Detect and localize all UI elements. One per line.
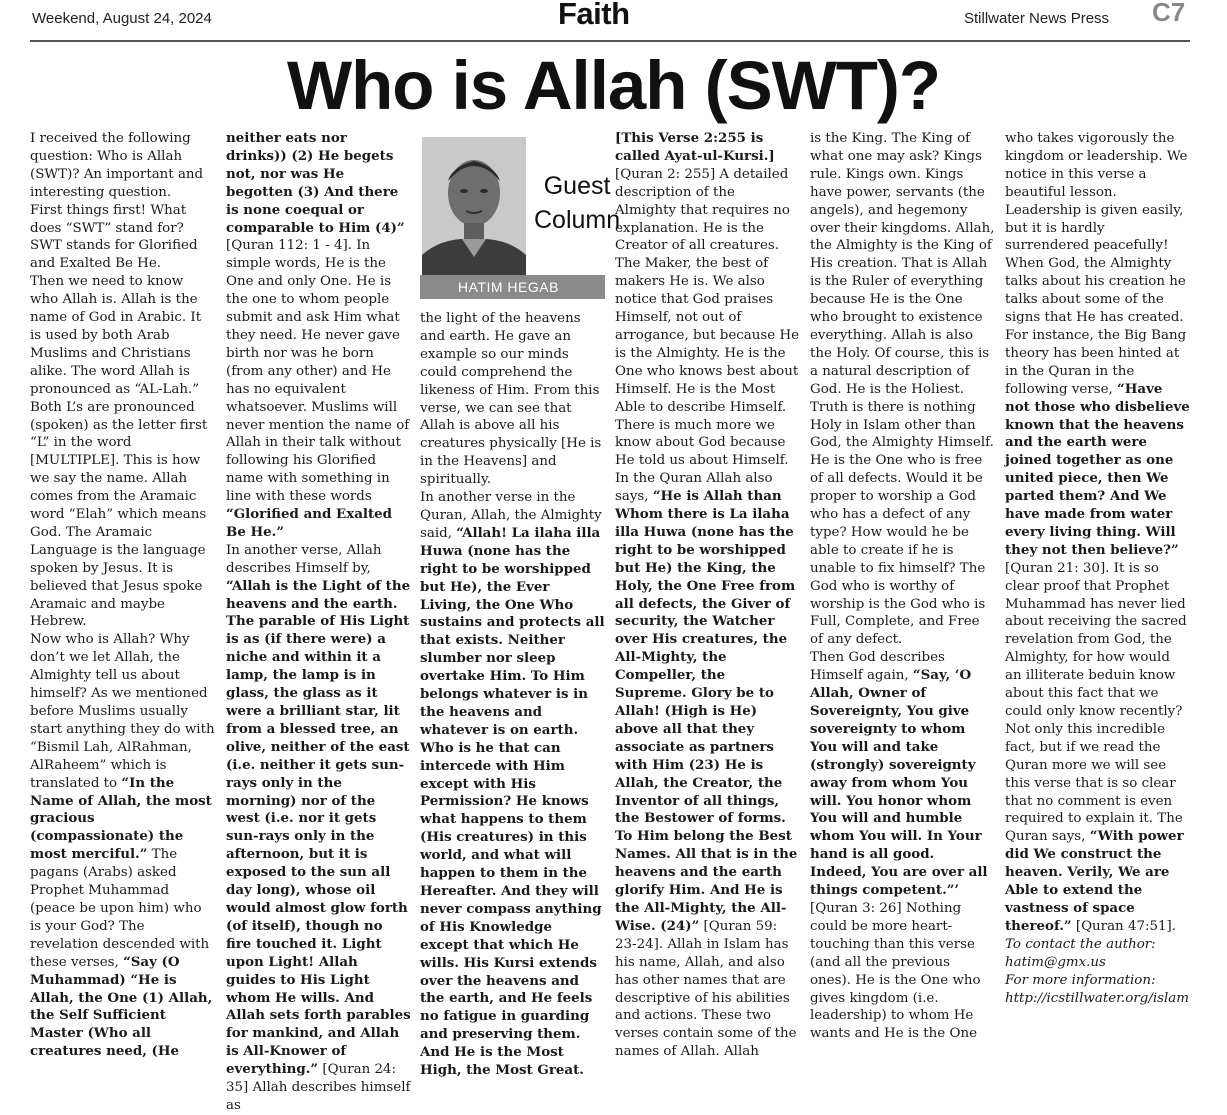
text-run: who takes vigorously the kingdom or leadership. We notice in this verse a beautiful lesson. Leadership is given easily, but it is hardly surrendered peacefully! When God, the Almighty talks about his creation he talks about some of the signs that He has created. For instance, the Big Bang theory has been hinted at in the Quran in the following verse, <box>1005 131 1188 397</box>
text-run: “Allah is the Light of the heavens and the earth. The parable of His Light is as (if there were) a niche and within it a lamp, the lamp is in glass, the glass as it were a brilliant star, lit from a blessed tree, an olive, neither of the east (i.e. neither it gets sun-rays only in the morning) nor of the west (i.e. nor it gets sun-rays only in the afternoon, but it is exposed to the sun all day long), whose oil would almost glow forth (of itself), though no fire touched it. Light upon Light! Allah guides to His Light whom He wills. And Allah sets forth parables for mankind, and Allah is All-Knower of everything.” <box>226 577 411 1078</box>
text-run: neither eats nor drinks)) (2) He begets not, nor was He begotten (3) And there is none coequal or comparable to Him (4)” <box>226 130 405 236</box>
text-run: [Quran 47:51]. <box>1075 918 1177 934</box>
text-run: “Say, ‘O Allah, Owner of Sovereignty, You give sovereignty to whom You will and take (strongly) sovereignty away from whom You will. You honor whom You will and humble whom You will. In Your hand is all good. Indeed, You are over all things competent.”’ <box>810 667 988 899</box>
article-column-4 <box>615 130 800 1060</box>
text-run: [Quran 59: 23-24]. Allah in Islam has his name, Allah, and also has other names that are descriptive of his abilities and actions. These two verses contain some of the names of Allah. Allah <box>615 918 797 1060</box>
article-column-2 <box>226 130 411 1113</box>
article-column-6 <box>1005 130 1190 1010</box>
text-run: [This Verse 2:255 is called Ayat-ul-Kursi.] <box>615 130 775 164</box>
text-run: is the King. The King of what one may ask? Kings rule. Kings own. Kings have power, servants (the angels), and hegemony over their kingdoms. Allah, the Almighty is the King of His creation. That is Allah is the Ruler of everything because He is the One who brought to existence everything. Allah is also the Holy. Of course, this is a natural description of God. He is the Holiest. Truth is there is nothing Holy in Islam other than God, the Almighty Himself. He is the One who is free of all defects. Would it be proper to worship a God who has a defect of any type? How would he be able to create if he is unable to fix himself? The God who is worthy of worship is the God who is Full, Complete, and Free of any defect. Then God describes Himself again, <box>810 131 995 684</box>
text-run: “In the Name of Allah, the most gracious (compassionate) the most merciful.” <box>30 774 212 863</box>
text-run: “He is Allah than Whom there is La ilaha illa Huwa (none has the right to be worshipped but He) the King, the Holy, the One Free from all defects, the Giver of security, the Watcher over His creatures, the All-Mighty, the Compeller, the Supreme. Glory be to Allah! (High is He) above all that they associate as partners with Him (23) He is Allah, the Creator, the Inventor of all things, the Bestower of forms. To Him belong the Best Names. All that is in the heavens and the earth glorify Him. And He is the All-Mighty, the All-Wise. (24)” <box>615 488 798 934</box>
author-photo <box>422 137 526 275</box>
text-run: “Say (O Muhammad) “He is Allah, the One (1) Allah, the Self Sufficient Master (Who all creatures need, (He <box>30 953 213 1060</box>
article-headline: Who is Allah (SWT)? <box>286 47 940 124</box>
issue-date: Weekend, August 24, 2024 <box>32 10 212 27</box>
text-run: I received the following question: Who is Allah (SWT)? An important and interesting question. First things first! What does “SWT” stand for? SWT stands for Glorified and Exalted Be He. Then we need to know who Allah is. Allah is the name of God in Arabic. It is used by both Arab Muslims and Christians alike. The word Allah is pronounced as “AL-Lah.” Both L’s are pronounced (spoken) as the letter first “L” in the word [MULTIPLE]. This is how we say the name. Allah comes from the Aramaic word “Elah” which means God. The Aramaic Language is the language spoken by Jesus. It is believed that Jesus spoke Aramaic and maybe Hebrew. Now who is Allah? Why don’t we let Allah, the Almighty tell us about himself? As we mentioned before Muslims usually start anything they do with “Bismil Lah, AlRahman, AlRaheem” which is translated to <box>30 131 215 791</box>
page-number: C7 <box>1152 0 1186 27</box>
author-byline: HATIM HEGAB <box>420 275 605 299</box>
text-run: [Quran 3: 26] Nothing could be more heart-touching than this verse (and all the previous ones). He is the One who gives kingdom (i.e. leadership) to whom He wants and He is the One <box>810 900 981 1042</box>
article-column-5 <box>810 130 995 1042</box>
newspaper-name: Stillwater News Press <box>964 10 1110 27</box>
text-run: “With power did We construct the heaven. Verily, We are Able to extend the vastness of space thereof.” <box>1005 828 1184 934</box>
text-run: “Glorified and Exalted Be He.” <box>226 506 393 540</box>
text-run: [Quran 112: 1 - 4]. In simple words, He is the One and only One. He is the one to whom people submit and ask Him what they need. He never gave birth nor was he born (from any other) and He has no equivalent whatsoever. Muslims will never mention the name of Allah in their talk without following his Glorified name with something in line with these words <box>226 238 410 505</box>
text-run: The pagans (Arabs) asked Prophet Muhammad (peace be upon him) who is your God? The revelation descended with these verses, <box>30 847 210 970</box>
article-column-1 <box>30 130 215 1060</box>
guest-column-label: Guest Column <box>534 172 621 234</box>
text-run: [Quran 2: 255] A detailed description of the Almighty that requires no explanation. He is the Creator of all creatures. The Maker, the best of makers He is. We also notice that God praises Himself, not out of arrogance, but because He is the Almighty. He is the One who knows best about Himself. He is the Most Able to describe Himself. There is much more we know about God because He told us about Himself. In the Quran Allah also says, <box>615 166 800 505</box>
text-run: [Quran 24: 35] Allah describes himself as <box>226 1062 411 1113</box>
section-title: Faith <box>558 0 630 31</box>
text-run: In another verse, Allah describes Himself by, <box>226 542 382 576</box>
text-run: the light of the heavens and earth. He gave an example so our minds could comprehend the likeness of Him. From this verse, we can see that Allah is above all his creatures physically [He is in the Heavens] and spiritually. In another verse in the Quran, Allah, the Almighty said, <box>420 311 602 541</box>
text-run: To contact the author: hatim@gmx.us For more information: http://icstillwater.org/islam <box>1005 936 1189 1006</box>
text-run: “Have not those who disbelieve known that the heavens and the earth were joined together as one united piece, then We parted them? And We have made from water every living thing. Will they not then believe?” <box>1005 380 1190 558</box>
text-run: “Allah! La ilaha illa Huwa (none has the right to be worshipped but He), the Ever Living, the One Who sustains and protects all that exists. Neither slumber nor sleep overtake Him. To Him belongs whatever is in the heavens and whatever is on earth. Who is he that can intercede with Him except with His Permission? He knows what happens to them (His creatures) in this world, and what will happen to them in the Hereafter. And they will never compass anything of His Knowledge except that which He wills. His Kursi extends over the heavens and the earth, and He feels no fatigue in guarding and preserving them. And He is the Most High, the Most Great. <box>420 524 605 1079</box>
article-column-3 <box>420 310 605 1079</box>
masthead <box>30 0 1190 42</box>
text-run: [Quran 21: 30]. It is so clear proof that Prophet Muhammad has never lied about receiving the sacred revelation from God, the Almighty, for how would an illiterate beduin know about this fact that we could only know recently? Not only this incredible fact, but if we read the Quran more we will see this verse that is so clear that no comment is even required to explain it. The Quran says, <box>1005 560 1187 845</box>
guest-column-box <box>420 133 621 299</box>
